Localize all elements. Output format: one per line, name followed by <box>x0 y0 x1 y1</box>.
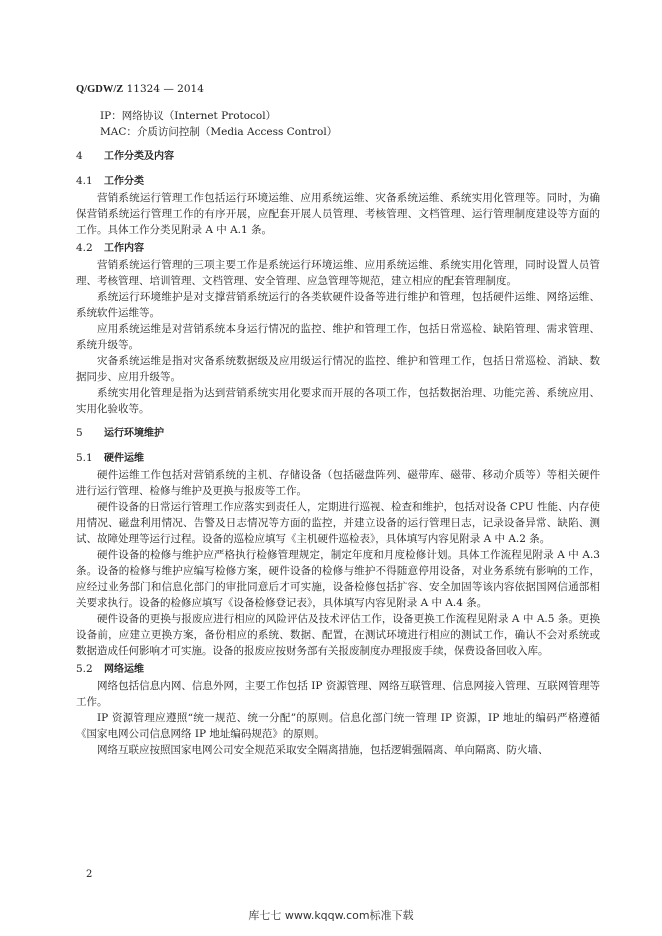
section-number: 4.2 <box>76 242 93 254</box>
section-4-2-heading <box>76 240 600 257</box>
paragraph: 系统实用化管理是指为达到营销系统实用化要求而开展的各项工作，包括数据治理、功能完善、系统应用、实用化验收等。 <box>76 387 600 415</box>
paragraph: 硬件设备的更换与报废应进行相应的风险评估及技术评估工作，设备更换工作流程见附录 A 中 A.5 条。更换设备前，应建立更换方案，备份相应的系统、数据、配置，在测试环境进行相应的测试工作，确认不会对系统或数据造成任何影响才可实施。设备的报废应按财务部有关报废制度办理报废手续，保费设备回收入库。 <box>76 613 600 657</box>
section-number: 5.1 <box>76 452 93 464</box>
section-title: 运行环境维护 <box>104 428 164 439</box>
paragraph: 营销系统运行管理的三项主要工作是系统运行环境运维、应用系统运维、系统实用化管理，同时设置人员管理、考核管理、培训管理、文档管理、安全管理、应急管理等规范，建立相应的配套管理制度。 <box>76 259 600 287</box>
section-5-1-heading <box>76 450 600 467</box>
section-number: 4 <box>76 150 83 162</box>
section-number: 4.1 <box>76 175 93 187</box>
paragraph: 硬件设备的日常运行管理工作应落实到责任人，定期进行巡视、检查和维护，包括对设备 CPU 性能、内存使用情况、磁盘利用情况、告警及日志情况等方面的监控，并建立设备的运行管理日志，记录设备异常、缺陷、测试、故障处理等运行过程。设备的巡检应填写《主机硬件巡检表》，具体填写内容见附录 A 中 A.2 条。 <box>76 501 600 545</box>
watermark-footer: 库七七 www.kqqw.com标准下载 <box>248 909 414 922</box>
standard-code: Q/GDW/Z <box>76 84 124 95</box>
document-body <box>76 108 600 758</box>
section-5-heading <box>76 425 600 442</box>
paragraph: 硬件设备的检修与维护应严格执行检修管理规定，制定年度和月度检修计划。具体工作流程见附录 A 中 A.3 条。设备的检修与维护应编写检修方案，硬件设备的检修与维护不得随意停用设备，对业务系统有影响的工作，应经过业务部门和信息化部门的审批同意后才可实施，设备检修包括扩容、安全加固等该内容依据国网信通部相关要求执行。设备的检修应填写《设备检修登记表》，具体填写内容见附录 A 中 A.4 条。 <box>76 549 600 609</box>
section-title: 工作分类及内容 <box>104 151 174 162</box>
definition-mac: MAC：介质访问控制（Media Access Control） <box>100 126 338 138</box>
definition-ip: IP：网络协议（Internet Protocol） <box>100 110 277 122</box>
paragraph: 应用系统运维是对营销系统本身运行情况的监控、维护和管理工作，包括日常巡检、缺陷管理、需求管理、系统升级等。 <box>76 323 600 351</box>
section-title: 工作分类 <box>104 176 144 187</box>
section-title: 工作内容 <box>104 243 144 254</box>
paragraph: 营销系统运行管理工作包括运行环境运维、应用系统运维、灾备系统运维、系统实用化管理等。同时，为确保营销系统运行管理工作的有序开展，应配套开展人员管理、考核管理、文档管理、运行管理制度建设等方面的工作。具体工作分类见附录 A 中 A.1 条。 <box>76 192 600 236</box>
paragraph: 网络包括信息内网、信息外网，主要工作包括 IP 资源管理、网络互联管理、信息网接入管理、互联网管理等工作。 <box>76 680 600 708</box>
section-number: 5.2 <box>76 663 93 675</box>
paragraph: 硬件运维工作包括对营销系统的主机、存储设备（包括磁盘阵列、磁带库、磁带、移动介质等）等相关硬件进行运行管理、检修与维护及更换与报废等工作。 <box>76 469 600 497</box>
section-number: 5 <box>76 427 83 439</box>
document-header <box>76 83 204 95</box>
paragraph: IP 资源管理应遵照“统一规范、统一分配”的原则。信息化部门统一管理 IP 资源，IP 地址的编码严格遵循《国家电网公司信息网络 IP 地址编码规范》的原则。 <box>76 712 600 740</box>
section-title: 硬件运维 <box>104 453 144 464</box>
section-4-1-heading <box>76 173 600 190</box>
paragraph: 系统运行环境维护是对支撑营销系统运行的各类软硬件设备等进行维护和管理，包括硬件运维、网络运维、系统软件运维等。 <box>76 291 600 319</box>
paragraph: 网络互联应按照国家电网公司安全规范采取安全隔离措施，包括逻辑强隔离、单向隔离、防火墙、 <box>97 744 549 756</box>
section-title: 网络运维 <box>104 664 144 675</box>
standard-number: 11324 — 2014 <box>126 83 204 95</box>
section-5-2-heading <box>76 661 600 678</box>
section-4-heading <box>76 148 600 165</box>
page-number: 2 <box>86 869 93 880</box>
paragraph: 灾备系统运维是指对灾备系统数据级及应用级运行情况的监控、维护和管理工作，包括日常巡检、消缺、数据同步、应用升级等。 <box>76 355 600 383</box>
